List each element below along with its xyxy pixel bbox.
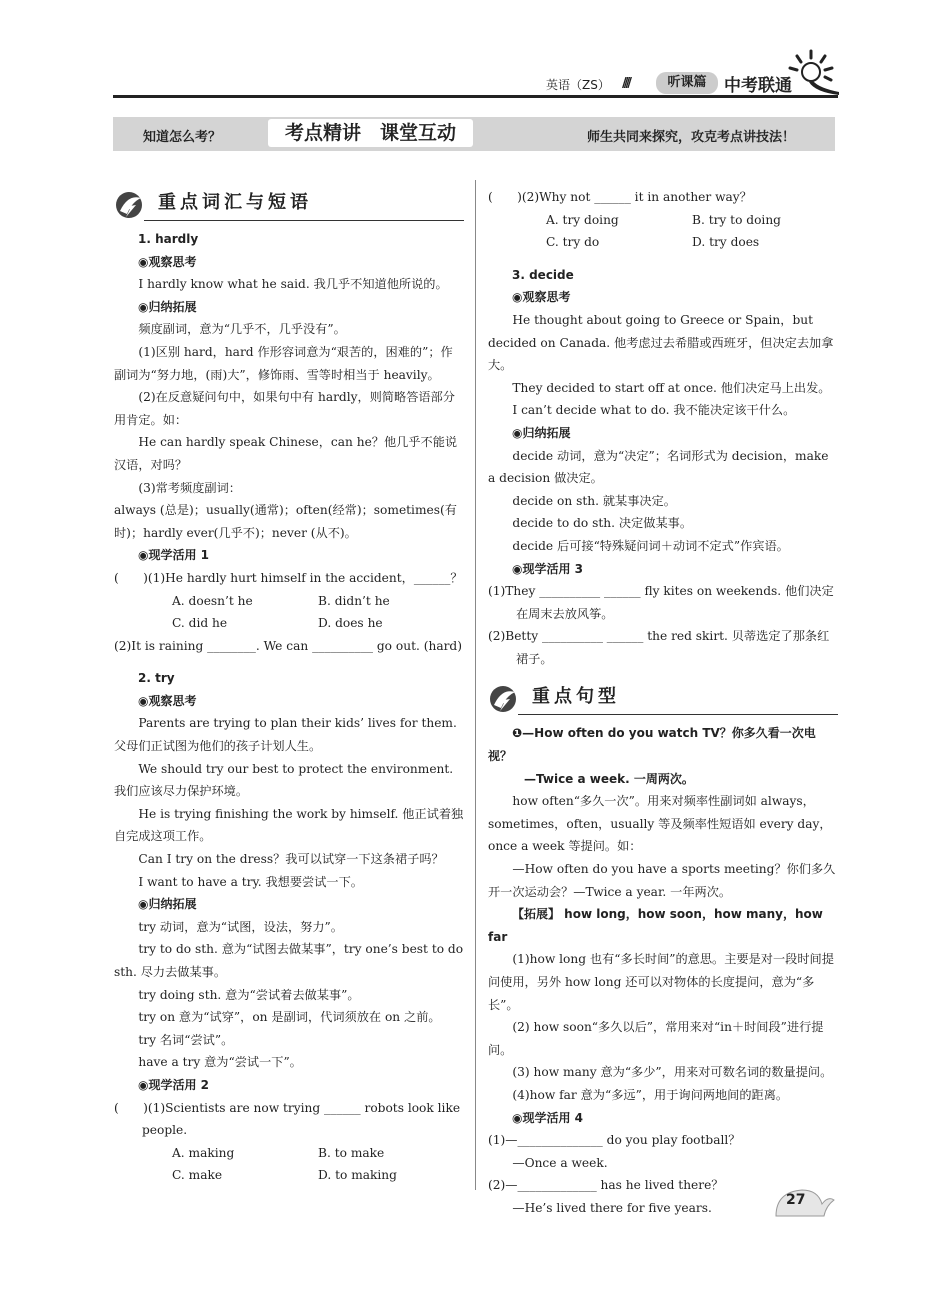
text-line: ◉观察思考: [512, 290, 571, 305]
header-rule: [113, 95, 838, 98]
text-line: (3) how many 意为“多少”，用来对可数名词的数量提问。: [512, 1065, 833, 1080]
text-line: (1)区别 hard，hard 作形容词意为“艰苦的，困难的”；作副词为“努力地，(雨)大”，修饰雨、雪等时相当于 heavily。: [114, 344, 453, 382]
answer-options: [114, 1164, 464, 1187]
text-line: ❶—How often do you watch TV？你多久看一次电视？: [488, 726, 816, 764]
right-content-top: [488, 186, 838, 670]
text-line: (2)—_____________ has he lived there？: [488, 1178, 724, 1193]
text-line: ( )(2)Why not ______ it in another way？: [488, 190, 752, 204]
text-line: 【拓展】 how long，how soon，how many，how far: [488, 907, 823, 944]
right-content-bottom: [488, 722, 838, 1219]
text-line: ◉归纳拓展: [138, 299, 197, 314]
page-number-badge: [772, 1186, 836, 1220]
text-line: They decided to start off at once. 他们决定马上出发。: [512, 380, 831, 395]
text-line: 3. decide: [512, 267, 574, 282]
section-swirl-icon: [488, 684, 522, 714]
column-divider: [475, 180, 476, 1190]
text-line: ◉观察思考: [138, 254, 197, 269]
text-line: ◉现学活用 1: [138, 548, 209, 563]
answer-option: A. doesn’t he: [172, 593, 253, 608]
text-line: try doing sth. 意为“尝试着去做某事”。: [138, 987, 360, 1002]
answer-options: [488, 231, 838, 254]
text-line: decide 动词，意为“决定”；名词形式为 decision，make a decision 做决定。: [488, 448, 829, 486]
answer-options: [488, 209, 838, 232]
answer-options: [114, 1142, 464, 1165]
page-number: 27: [786, 1192, 806, 1208]
text-line: (1)They __________ ______ fly kites on weekends. 他们决定在周末去放风筝。: [488, 584, 834, 621]
answer-option: B. try to doing: [692, 212, 781, 227]
section-title-vocab: 重点词汇与短语: [158, 192, 312, 213]
text-line: 2. try: [138, 671, 175, 686]
text-line: decide to do sth. 决定做某事。: [512, 516, 693, 531]
text-line: always (总是)；usually(通常)；often(经常)；sometimes(有时)；hardly ever(几乎不)；never (从不)。: [114, 503, 457, 540]
text-line: ◉观察思考: [138, 693, 197, 708]
section-underline: [144, 220, 464, 221]
text-line: ◉现学活用 2: [138, 1077, 209, 1092]
header-stripes: ////: [622, 76, 629, 91]
text-line: ( )(1)He hardly hurt himself in the accident，______？: [114, 570, 463, 585]
section-banner: [113, 117, 835, 151]
header-subject: 英语（ZS）: [546, 78, 610, 92]
text-line: (4)how far 意为“多远”，用于询问两地间的距离。: [512, 1087, 789, 1102]
text-line: ◉现学活用 4: [512, 1110, 583, 1125]
text-line: —He’s lived there for five years.: [512, 1200, 712, 1215]
text-line: 1. hardly: [138, 232, 199, 246]
left-column: [114, 186, 464, 1187]
section-title-sentences: 重点句型: [532, 686, 620, 708]
text-line: try to do sth. 意为“试图去做某事”，try one’s best to do sth. 尽力去做某事。: [114, 942, 464, 979]
section-swirl-icon: [114, 190, 148, 220]
text-line: try 动词，意为“试图，设法，努力”。: [138, 919, 343, 934]
answer-options: [114, 612, 464, 635]
text-line: Parents are trying to plan their kids’ lives for them. 父母们正试图为他们的孩子计划人生。: [114, 716, 457, 754]
page-header: [510, 62, 840, 98]
section-heading-sentences: [488, 680, 838, 720]
text-line: He can hardly speak Chinese，can he？他几乎不能说汉语，对吗？: [114, 435, 458, 472]
banner-left-text: 知道怎么考？: [143, 130, 222, 145]
right-column: [488, 186, 838, 1220]
answer-option: C. did he: [172, 616, 228, 631]
text-line: We should try our best to protect the environment. 我们应该尽力保护环境。: [114, 761, 454, 799]
sun-tree-logo-icon: [785, 48, 841, 96]
text-line: 频度副词，意为“几乎不，几乎没有”。: [138, 322, 346, 337]
answer-option: A. try doing: [546, 212, 619, 227]
left-content: [114, 228, 464, 1187]
text-line: —Twice a week. 一周两次。: [512, 771, 694, 786]
text-line: —Once a week.: [512, 1155, 608, 1170]
answer-option: B. to make: [318, 1145, 385, 1160]
text-line: He thought about going to Greece or Spain，but decided on Canada. 他考虑过去希腊或西班牙，但决定去加拿大。: [488, 312, 834, 373]
text-line: —How often do you have a sports meeting？你们多久开一次运动会？—Twice a year. 一年两次。: [488, 862, 836, 899]
answer-option: C. try do: [546, 235, 600, 250]
text-line: (2)It is raining ________. We can __________ go out. (hard): [114, 638, 462, 653]
text-line: (1)—______________ do you play football？: [488, 1133, 741, 1148]
text-line: try 名词“尝试”。: [138, 1032, 234, 1047]
answer-option: D. does he: [318, 616, 383, 631]
banner-title: 考点精讲 课堂互动: [268, 119, 473, 147]
banner-right-text: 师生共同来探究，攻克考点讲技法！: [586, 130, 795, 145]
text-line: ◉归纳拓展: [138, 897, 197, 912]
text-line: I hardly know what he said. 我几乎不知道他所说的。: [138, 277, 448, 292]
section-heading-vocab: [114, 186, 464, 226]
text-line: I want to have a try. 我想要尝试一下。: [138, 874, 363, 889]
answer-option: D. to making: [318, 1168, 397, 1183]
text-line: have a try 意为“尝试一下”。: [138, 1055, 302, 1070]
text-line: He is trying finishing the work by himself. 他正试着独自完成这项工作。: [114, 806, 464, 844]
answer-option: D. try does: [692, 235, 760, 250]
text-line: ( )(1)Scientists are now trying ______ robots look like people.: [114, 1100, 461, 1138]
text-line: decide on sth. 就某事决定。: [512, 493, 676, 508]
text-line: (3)常考频度副词：: [138, 480, 241, 495]
section-underline: [518, 714, 838, 715]
text-line: try on 意为“试穿”，on 是副词，代词须放在 on 之前。: [138, 1010, 441, 1025]
text-line: (2) how soon“多久以后”，常用来对“in＋时间段”进行提问。: [488, 1020, 824, 1057]
answer-option: A. making: [172, 1145, 235, 1160]
text-line: Can I try on the dress？我可以试穿一下这条裙子吗？: [138, 852, 444, 867]
header-title: 中考联通: [724, 76, 792, 96]
header-tab: 听课篇: [656, 72, 718, 94]
text-line: I can’t decide what to do. 我不能决定该干什么。: [512, 403, 796, 418]
text-line: ◉现学活用 3: [512, 561, 583, 576]
answer-options: [114, 590, 464, 613]
text-line: decide 后可接“特殊疑问词＋动词不定式”作宾语。: [512, 538, 789, 553]
answer-option: B. didn’t he: [318, 593, 390, 608]
text-line: how often“多久一次”。用来对频率性副词如 always，sometimes，often，usually 等及频率性短语如 every day，once a week 等提问。如：: [488, 794, 832, 854]
text-line: (2)在反意疑问句中，如果句中有 hardly，则简略答语部分用肯定。如：: [114, 390, 455, 427]
text-line: (2)Betty __________ ______ the red skirt. 贝蒂选定了那条红裙子。: [488, 629, 830, 666]
answer-option: C. make: [172, 1168, 223, 1183]
text-line: ◉归纳拓展: [512, 425, 571, 440]
text-line: (1)how long 也有“多长时间”的意思。主要是对一段时间提问使用，另外 how long 还可以对物体的长度提问，意为“多长”。: [488, 952, 834, 1012]
